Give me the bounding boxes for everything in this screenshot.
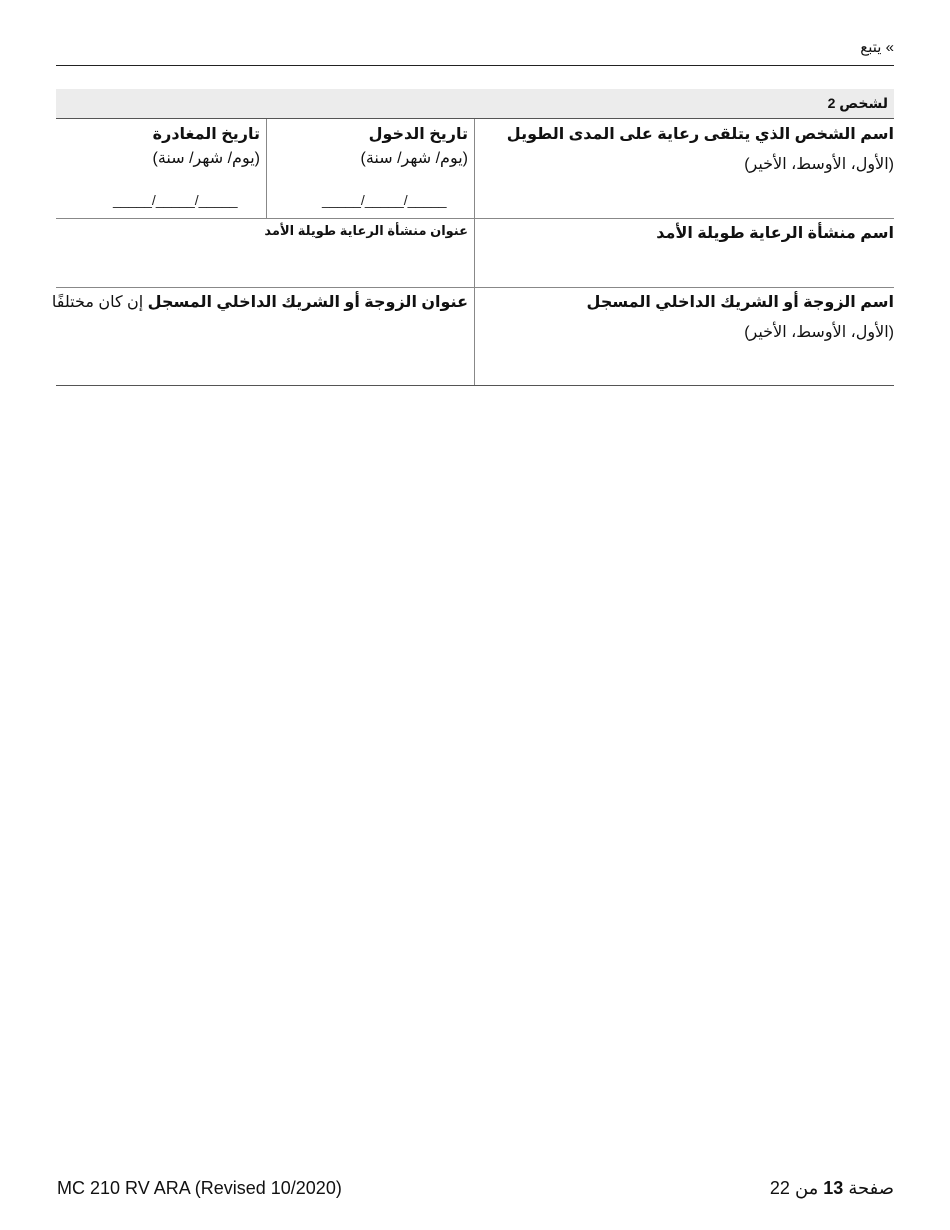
entry-date-label: تاريخ الدخول (368, 126, 468, 143)
person-name-label: اسم الشخص الذي يتلقى رعاية على المدى الطويل (506, 126, 894, 143)
exit-date-hint: (يوم/ شهر/ سنة) (152, 150, 260, 167)
column-divider (474, 119, 475, 218)
entry-date-hint: (يوم/ شهر/ سنة) (360, 150, 468, 167)
facility-address-label: عنوان منشأة الرعاية طويلة الأمد (264, 223, 468, 238)
section-header (56, 89, 894, 119)
entry-date-field[interactable] (268, 124, 468, 168)
facility-address-field[interactable] (58, 223, 468, 239)
continued-indicator: » يتبع (860, 39, 894, 56)
spouse-name-label: اسم الزوجة أو الشريك الداخلي المسجل (586, 294, 894, 311)
column-divider (474, 218, 475, 386)
page-indicator (770, 1178, 894, 1199)
spouse-address-condition: إن كان مختلفًا (51, 294, 148, 311)
entry-date-blanks[interactable]: _____/_____/_____ (322, 192, 447, 208)
page-total: من 22 (769, 1178, 824, 1198)
header-rule (56, 65, 894, 66)
person-name-hint: (الأول، الأوسط، الأخير) (744, 156, 894, 173)
person-name-field[interactable] (484, 124, 894, 174)
page-word: صفحة (843, 1178, 894, 1198)
row-divider (56, 218, 894, 219)
form-code: MC 210 RV ARA (Revised 10/2020) (57, 1178, 342, 1198)
column-divider (266, 119, 267, 218)
row-divider (56, 287, 894, 288)
exit-date-blanks[interactable]: _____/_____/_____ (113, 192, 238, 208)
exit-date-label: تاريخ المغادرة (152, 126, 260, 143)
facility-name-field[interactable] (484, 223, 894, 243)
table-bottom-rule (56, 385, 894, 386)
spouse-name-hint: (الأول، الأوسط، الأخير) (744, 324, 894, 341)
exit-date-field[interactable] (60, 124, 260, 168)
page-number: 13 (823, 1178, 844, 1198)
spouse-address-label: عنوان الزوجة أو الشريك الداخلي المسجل (147, 294, 468, 311)
spouse-name-field[interactable] (484, 292, 894, 342)
spouse-address-field[interactable] (48, 292, 468, 312)
section-title: لشخص 2 (827, 95, 888, 111)
facility-name-label: اسم منشأة الرعاية طويلة الأمد (656, 225, 894, 242)
